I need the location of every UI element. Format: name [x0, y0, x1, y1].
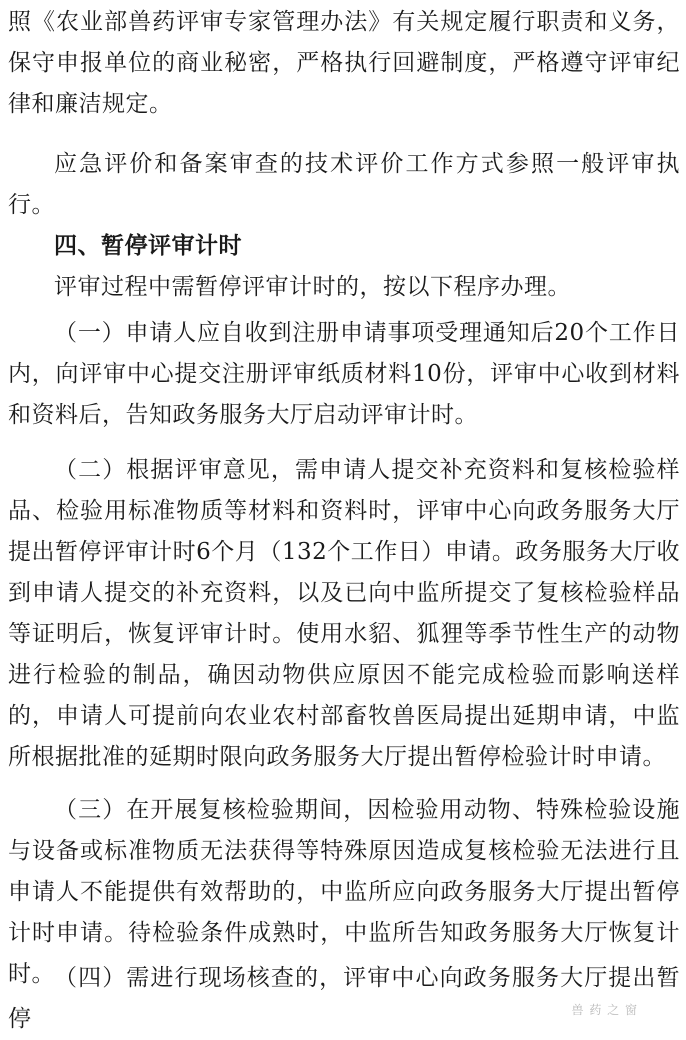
paragraph-continued: 照《农业部兽药评审专家管理办法》有关规定履行职责和义务，保守申报单位的商业秘密，严格执行回避制度，严格遵守评审纪律和廉洁规定。: [8, 9, 680, 117]
list-item-1: （一）申请人应自收到注册申请事项受理通知后20个工作日内，向评审中心提交注册评审纸质材料10份，评审中心收到材料和资料后，告知政务服务大厅启动评审计时。: [8, 320, 680, 428]
list-item-3: （三）在开展复核检验期间，因检验用动物、特殊检验设施与设备或标准物质无法获得等特殊原因造成复核检验无法进行且申请人不能提供有效帮助的，中监所应向政务服务大厅提出暂停计时申请。待检验条件成熟时，中监所告知政务服务大厅恢复计时。: [8, 797, 680, 987]
paragraph-intro: 评审过程中需暂停评审计时的，按以下程序办理。: [54, 274, 571, 300]
list-item-2: （二）根据评审意见，需申请人提交补充资料和复核检验样品、检验用标准物质等材料和资料时，评审中心向政务服务大厅提出暂停评审计时6个月（132个工作日）申请。政务服务大厅收到申请人提交的补充资料，以及已向中监所提交了复核检验样品等证明后，恢复评审计时。使用水貂、狐狸等季节性生产的动物进行检验的制品，确因动物供应原因不能完成检验而影响送样的，申请人可提前向农业农村部畜牧兽医局提出延期申请，中监所根据批准的延期时限向政务服务大厅提出暂停检验计时申请。: [8, 457, 680, 770]
watermark-text: 兽 药 之 窗: [571, 1003, 638, 1017]
list-item-4-partial: （四）需进行现场核查的，评审中心向政务服务大厅提出暂停: [8, 965, 680, 1032]
paragraph-emergency-evaluation: 应急评价和备案审查的技术评价工作方式参照一般评审执行。: [8, 151, 680, 218]
section-heading-pause-timing: 四、暂停评审计时: [54, 233, 242, 259]
